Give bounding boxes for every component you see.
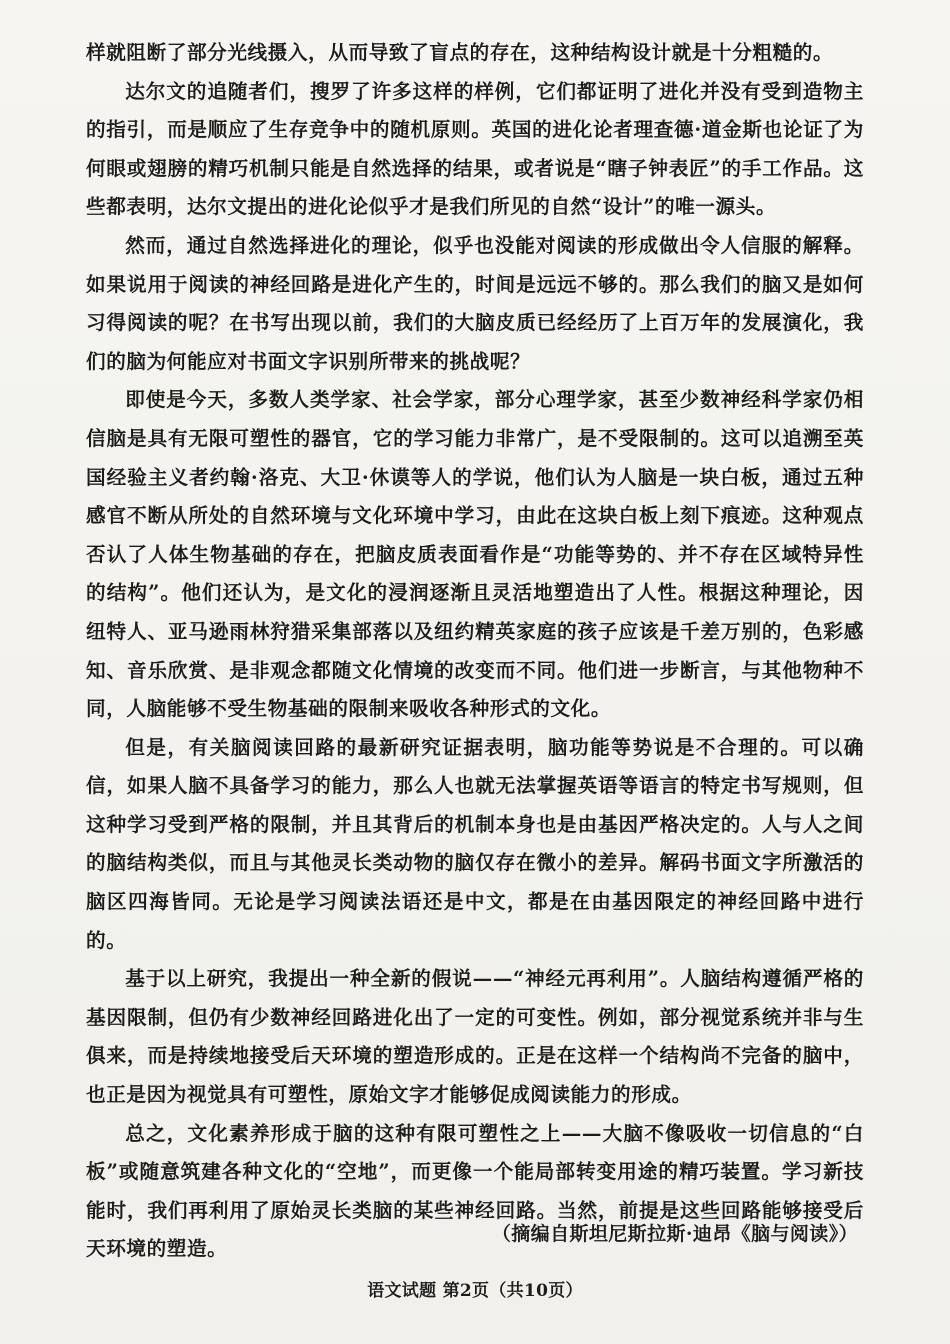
paragraph-5: 但是，有关脑阅读回路的最新研究证据表明，脑功能等势说是不合理的。可以确信，如果人脑不具备学习的能力，那么人也就无法掌握英语等语言的特定书写规则，但这种学习受到严格的限制，并且其背后的机制本身也是由基因严格决定的。人与人之间的脑结构类似，而且与其他灵长类动物的脑仅存在微小的差异。解码书面文字所激活的脑区四海皆同。无论是学习阅读法语还是中文，都是在由基因限定的神经回路中进行的。 [86,735,864,952]
paragraph-1: 样就阻断了部分光线摄入，从而导致了盲点的存在，这种结构设计就是十分粗糙的。 [86,41,834,64]
paragraph-4: 即使是今天，多数人类学家、社会学家，部分心理学家，甚至少数神经科学家仍相信脑是具有无限可塑性的器官，它的学习能力非常广，是不受限制的。这可以追溯至英国经验主义者约翰·洛克、大卫·休谟等人的学说，他们认为人脑是一块白板，通过五种感官不断从所处的自然环境与文化环境中学习，由此在这块白板上刻下痕迹。这种观点否认了人体生物基础的存在，把脑皮质表面看作是“功能等势的、并不存在区域特异性的结构”。他们还认为，是文化的浸润逐渐且灵活地塑造出了人性。根据这种理论，因纽特人、亚马逊雨林狩猎采集部落以及纽约精英家庭的孩子应该是千差万别的，色彩感知、音乐欣赏、是非观念都随文化情境的改变而不同。他们进一步断言，与其他物种不同，人脑能够不受生物基础的限制来吸收各种形式的文化。 [86,388,864,721]
paragraph-6: 基于以上研究，我提出一种全新的假说——“神经元再利用”。人脑结构遵循严格的基因限制，但仍有少数神经回路进化出了一定的可变性。例如，部分视觉系统并非与生俱来，而是持续地接受后天环境的塑造形成的。正是在这样一个结构尚不完备的脑中，也正是因为视觉具有可塑性，原始文字才能够促成阅读能力的形成。 [86,967,864,1107]
paragraph-3: 然而，通过自然选择进化的理论，似乎也没能对阅读的形成做出令人信服的解释。如果说用于阅读的神经回路是进化产生的，时间是远远不够的。那么我们的脑又是如何习得阅读的呢？在书写出现以前，我们的大脑皮质已经经历了上百万年的发展演化，我们的脑为何能应对书面文字识别所带来的挑战呢？ [86,233,864,373]
source-citation: （摘编自斯坦尼斯拉斯·迪昂《脑与阅读》） [491,1223,858,1245]
article-body [86,34,864,1269]
paragraph-2: 达尔文的追随者们，搜罗了许多这样的样例，它们都证明了进化并没有受到造物主的指引，而是顺应了生存竞争中的随机原则。英国的进化论者理查德·道金斯也论证了为何眼或翅膀的精巧机制只能是自然选择的结果，或者说是“瞎子钟表匠”的手工作品。这些都表明，达尔文提出的进化论似乎才是我们所见的自然“设计”的唯一源头。 [86,79,864,219]
page-footer: 语文试题 第2页（共10页） [367,1281,583,1301]
paragraph-7: 总之，文化素养形成于脑的这种有限可塑性之上——大脑不像吸收一切信息的“白板”或随意筑建各种文化的“空地”，而更像一个能局部转变用途的精巧装置。学习新技能时，我们再利用了原始灵长类脑的某些神经回路。当然，前提是这些回路能够接受后天环境的塑造。 [86,1121,864,1261]
